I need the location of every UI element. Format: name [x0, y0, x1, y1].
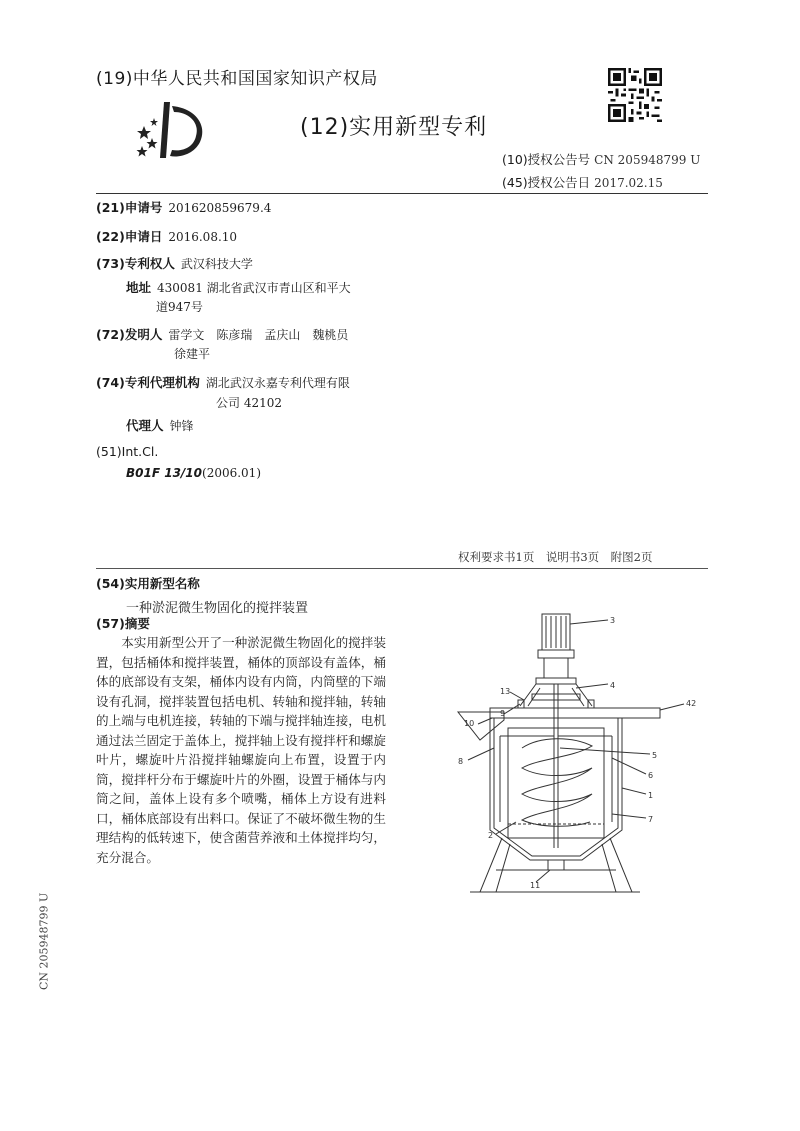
publication-number-row — [502, 150, 700, 168]
inventors-label: (72)发明人 — [96, 327, 163, 342]
page-count-info: 权利要求书1页 说明书3页 附图2页 — [458, 550, 653, 564]
ipc-classification — [126, 465, 261, 480]
application-number-label: (21)申请号 — [96, 200, 163, 215]
callout-3: 3 — [610, 616, 616, 625]
title-section-label: (54)实用新型名称 — [96, 576, 200, 591]
callout-8: 8 — [458, 757, 464, 766]
publication-date-value: 2017.02.15 — [594, 176, 663, 190]
address-label: 地址 — [126, 280, 152, 295]
side-publication-number: CN 205948799 U — [37, 892, 51, 990]
callout-13: 13 — [500, 687, 511, 696]
cnipa-logo — [130, 98, 210, 170]
support-frame — [480, 838, 632, 892]
callout-6: 6 — [648, 771, 654, 780]
inventors-line2: 徐建平 — [174, 347, 211, 361]
patentee: 武汉科技大学 — [180, 257, 253, 271]
agent-label: 代理人 — [126, 418, 164, 433]
callout-11: 11 — [530, 881, 541, 890]
callout-42: 42 — [686, 699, 697, 708]
lid — [490, 708, 660, 718]
ipc-code: B01F 13/10 — [126, 466, 203, 480]
address-line1: 430081 湖北省武汉市青山区和平大 — [157, 281, 351, 295]
filing-date-field — [96, 227, 237, 245]
spiral-blade — [522, 739, 592, 827]
qr-code — [608, 68, 662, 122]
callout-10: 10 — [464, 719, 475, 728]
publication-date-row — [502, 173, 663, 191]
ipc-version: (2006.01) — [202, 466, 262, 480]
address-field — [126, 278, 351, 296]
discharge-outlet — [548, 860, 564, 870]
publication-number-value: CN 205948799 U — [594, 153, 701, 167]
publication-date-label: (45)授权公告日 — [502, 175, 591, 190]
agency-field — [96, 373, 350, 391]
star-icon — [137, 146, 148, 157]
utility-model-title: 一种淤泥微生物固化的搅拌装置 — [126, 601, 309, 616]
patentee-field — [96, 254, 253, 272]
agency-label: (74)专利代理机构 — [96, 375, 200, 390]
application-number-field — [96, 198, 271, 216]
callout-1: 1 — [648, 791, 654, 800]
ipc-label: (51)Int.Cl. — [96, 444, 159, 459]
filing-date-label: (22)申请日 — [96, 229, 163, 244]
callout-9: 9 — [500, 709, 506, 718]
header-divider — [96, 193, 708, 194]
star-icon — [137, 126, 151, 139]
section-divider — [96, 568, 708, 569]
callout-2: 2 — [488, 831, 494, 840]
callout-7: 7 — [648, 815, 654, 824]
star-icon — [150, 118, 158, 126]
patent-type-heading: (12)实用新型专利 — [300, 115, 488, 140]
publication-number-label: (10)授权公告号 — [502, 152, 591, 167]
callout-5: 5 — [652, 751, 658, 760]
agent-field — [126, 416, 194, 434]
patentee-label: (73)专利权人 — [96, 256, 175, 271]
inventors-line1: 雷学文 陈彦瑞 孟庆山 魏桃员 — [168, 328, 349, 342]
agency-line1: 湖北武汉永嘉专利代理有限 — [205, 376, 350, 390]
ipc-field — [96, 444, 158, 459]
issuing-office: (19)中华人民共和国国家知识产权局 — [96, 69, 378, 89]
mixing-device-drawing — [440, 608, 710, 898]
abstract-text: 本实用新型公开了一种淤泥微生物固化的搅拌装置，包括桶体和搅拌装置，桶体的顶部设有盖体，桶体的底部设有支架，桶体内设有内筒，内筒壁的下端设有孔洞，搅拌装置包括电机、转轴和搅拌轴，转轴的上端与电机连接，转轴的下端与搅拌轴连接，电机通过法兰固定于盖体上，搅拌轴上设有搅拌杆和螺旋叶片，螺旋叶片沿搅拌轴螺旋向上布置，设置于内筒，搅拌杆分布于螺旋叶片的外圈，设置于桶体与内筒之间，盖体上设有多个喷嘴，桶体上方设有进料口，桶体底部设有出料口。保证了不破坏微生物的生理结构的低转速下，使含菌营养液和土体搅拌均匀，充分混合。 — [96, 635, 386, 865]
star-icon — [147, 138, 158, 149]
application-number: 201620859679.4 — [168, 201, 272, 215]
agent: 钟锋 — [169, 419, 194, 433]
agency-line2: 公司 42102 — [216, 396, 282, 410]
abstract-label: (57)摘要 — [96, 616, 150, 631]
filing-date: 2016.08.10 — [168, 230, 238, 244]
inventors-field — [96, 325, 348, 343]
callout-4: 4 — [610, 681, 616, 690]
address-line2: 道947号 — [156, 300, 203, 314]
